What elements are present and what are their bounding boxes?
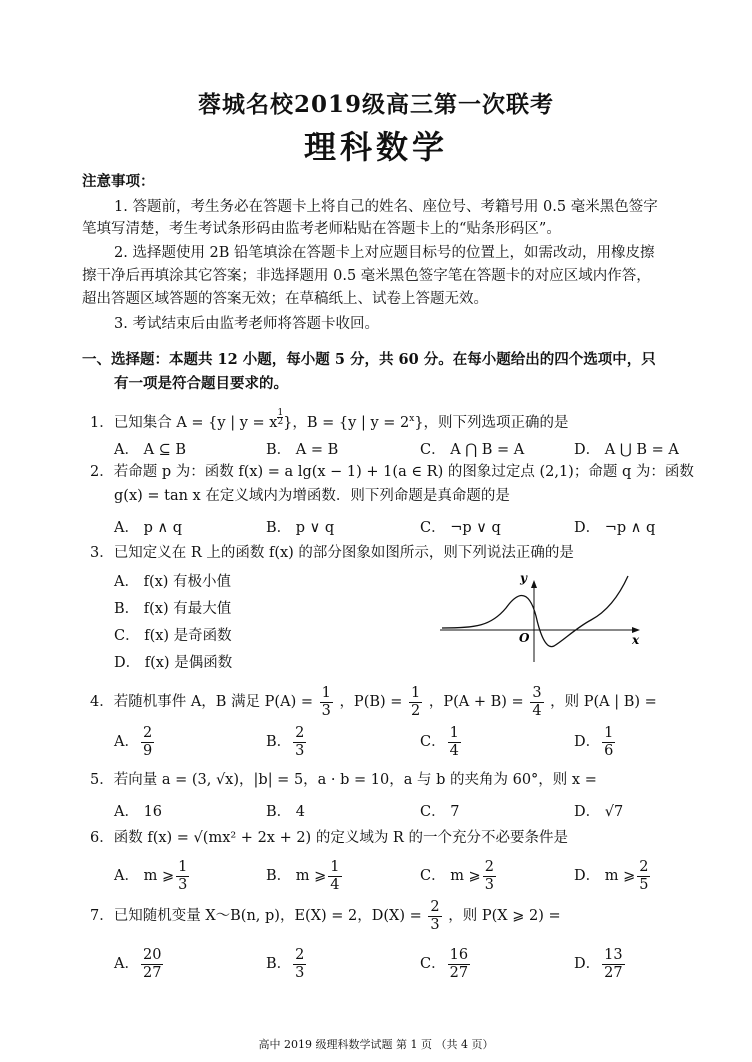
q7-option-b: [266, 944, 308, 984]
q3-x-label: x: [632, 633, 640, 647]
q6-option-c: [420, 856, 498, 896]
q2-option-a: A． p ∧ q: [114, 520, 182, 536]
question-4-stem: [90, 682, 657, 722]
q7-b-num: 2: [295, 946, 305, 963]
q2-option-b: B． p ∨ q: [266, 520, 335, 536]
q7-stem-a: 7．已知随机变量 X～B(n, p)，E(X) = 2，D(X) =: [90, 908, 422, 924]
q6-b-num: 1: [330, 858, 340, 875]
q2-option-c: C． ¬p ∨ q: [420, 520, 501, 536]
q6-d-label: D． m ⩾: [574, 868, 636, 884]
q6-option-a: [114, 856, 191, 896]
q5-option-b: B． 4: [266, 804, 305, 820]
q6-d-num: 2: [639, 858, 649, 875]
subject-title: 理科数学: [303, 128, 448, 166]
q3-y-arrow-icon: [531, 580, 537, 588]
q4-option-d: [574, 722, 617, 762]
notice-line-3: 2. 选择题使用 2B 铅笔填涂在答题卡上对应题目标号的位置上，如需改动，用橡皮擦: [114, 245, 655, 261]
q7-f-num: 2: [430, 898, 440, 915]
q6-a-den: 3: [178, 876, 188, 893]
q3-function-graph: [436, 568, 646, 666]
q7-a-den: 27: [142, 964, 162, 981]
question-5-stem: 5．若向量 a = (3, √x)，|b| = 5，a · b = 10，a 与 b 的夹角为 60°，则 x =: [90, 772, 597, 788]
notice-line-5: 超出答题区域答题的答案无效；在草稿纸上、试卷上答题无效。: [82, 291, 488, 307]
q4-f3-num: 3: [532, 684, 542, 701]
q4-a-den: 9: [142, 742, 153, 759]
q4-c-den: 4: [449, 742, 459, 759]
q4-f1-den: 3: [321, 702, 331, 719]
q1-stem-part-a: 1．已知集合 A = {y | y = x: [90, 414, 278, 431]
q4-f3-den: 4: [532, 702, 542, 719]
q7-a-num: 20: [142, 946, 162, 963]
q5-option-a: A． 16: [114, 804, 163, 820]
section-heading-line-1: 一、选择题：本题共 12 小题，每小题 5 分，共 60 分。在每小题给出的四个选项中，只: [82, 351, 656, 368]
q3-option-a: A． f(x) 有极小值: [114, 574, 232, 590]
q7-c-den: 27: [449, 964, 469, 981]
q4-option-b: [266, 722, 308, 762]
q7-f-den: 3: [430, 916, 440, 933]
notice-line-6: 3. 考试结束后由监考老师将答题卡收回。: [114, 316, 379, 332]
section-heading-line-2: 有一项是符合题目要求的。: [114, 375, 288, 392]
q7-a-label: A．: [114, 956, 139, 972]
q6-b-label: B． m ⩾: [266, 868, 327, 884]
question-6-stem: 6．函数 f(x) = √(mx² + 2x + 2) 的定义域为 R 的一个充分不必要条件是: [90, 830, 568, 846]
q1-exp-den: 2: [277, 417, 284, 427]
q6-option-d: [574, 856, 652, 896]
question-3-stem: 3．已知定义在 R 上的函数 f(x) 的部分图象如图所示，则下列说法正确的是: [90, 545, 574, 561]
q4-stem-c: ，P(A + B) =: [428, 694, 524, 710]
q4-f1-num: 1: [321, 684, 331, 701]
notice-line-2: 笔填写清楚，考生考试条形码由监考老师粘贴在答题卡上的“贴条形码区”。: [82, 221, 561, 237]
q4-c-label: C．: [420, 734, 446, 750]
notice-line-1: 1. 答题前，考生务必在答题卡上将自己的姓名、座位号、考籍号用 0.5 毫米黑色签字: [114, 199, 658, 215]
q1-option-a: A． A ⊆ B: [114, 442, 187, 458]
q1-stem-part-b: }，B = {y | y = 2: [283, 414, 410, 431]
q7-c-label: C．: [420, 956, 446, 972]
q4-stem-a: 4．若随机事件 A，B 满足 P(A) =: [90, 694, 313, 710]
q1-stem-part-c: }，则下列选项正确的是: [414, 414, 569, 431]
q6-a-num: 1: [178, 858, 188, 875]
notice-line-4: 擦干净后再填涂其它答案；非选择题用 0.5 毫米黑色签字笔在答题卡的对应区域内作答，: [82, 268, 651, 284]
q3-option-b: B． f(x) 有最大值: [114, 601, 232, 617]
q7-stem-b: ，则 P(X ⩾ 2) =: [448, 908, 561, 924]
q3-y-label: y: [520, 571, 527, 585]
q7-option-a: [114, 944, 165, 984]
q7-d-label: D．: [574, 956, 601, 972]
q4-d-den: 6: [604, 742, 614, 759]
q7-option-d: [574, 944, 627, 984]
q4-d-num: 1: [604, 724, 614, 741]
q4-c-num: 1: [449, 724, 459, 741]
q1-option-c: C． A ⋂ B = A: [420, 442, 525, 458]
q6-c-label: C． m ⩾: [420, 868, 481, 884]
q4-f2-den: 2: [411, 702, 421, 719]
q6-b-den: 4: [330, 876, 340, 893]
q7-b-den: 3: [295, 964, 305, 981]
q1-exp-x: x: [409, 414, 415, 424]
question-1-stem: [90, 409, 569, 433]
page-footer: 高中 2019 级理科数学试题 第 1 页 （共 4 页）: [258, 1038, 494, 1051]
q5-option-c: C． 7: [420, 804, 460, 820]
q6-c-num: 2: [484, 858, 494, 875]
question-2-line-1: 2．若命题 p 为：函数 f(x) = a lg(x − 1) + 1(a ∈ R) 的图象过定点 (2,1)；命题 q 为：函数: [90, 464, 694, 480]
q4-stem-b: ，P(B) =: [339, 694, 403, 710]
q4-option-c: [420, 722, 463, 762]
q3-option-c: C． f(x) 是奇函数: [114, 628, 232, 644]
question-7-stem: [90, 896, 561, 936]
q4-a-label: A．: [114, 734, 139, 750]
q4-b-num: 2: [295, 724, 305, 741]
exam-title: 蓉城名校2019级高三第一次联考: [197, 91, 554, 118]
q5-option-d: D． √7: [574, 804, 624, 820]
q1-option-d: D． A ⋃ B = A: [574, 442, 679, 458]
q6-a-label: A． m ⩾: [114, 868, 175, 884]
q4-d-label: D．: [574, 734, 601, 750]
q2-option-d: D． ¬p ∧ q: [574, 520, 656, 536]
notice-heading: 注意事项：: [82, 173, 155, 190]
q7-c-num: 16: [449, 946, 469, 963]
q6-c-den: 3: [484, 876, 494, 893]
q7-d-den: 27: [604, 964, 623, 981]
q6-option-b: [266, 856, 344, 896]
q4-stem-d: ，则 P(A | B) =: [550, 694, 657, 710]
q7-d-num: 13: [604, 946, 623, 963]
q4-a-num: 2: [142, 724, 153, 741]
q4-f2-num: 1: [411, 684, 421, 701]
q4-b-den: 3: [295, 742, 305, 759]
q6-d-den: 5: [639, 876, 649, 893]
q4-b-label: B．: [266, 734, 292, 750]
q7-option-c: [420, 944, 472, 984]
question-2-line-2: g(x) = tan x 在定义域内为增函数．则下列命题是真命题的是: [114, 488, 510, 504]
q1-option-b: B． A = B: [266, 442, 339, 458]
q4-option-a: [114, 722, 156, 762]
q3-option-d: D． f(x) 是偶函数: [114, 655, 233, 671]
q7-b-label: B．: [266, 956, 292, 972]
q3-origin-label: O: [519, 631, 530, 645]
q1-exp-num: 1: [277, 408, 284, 418]
